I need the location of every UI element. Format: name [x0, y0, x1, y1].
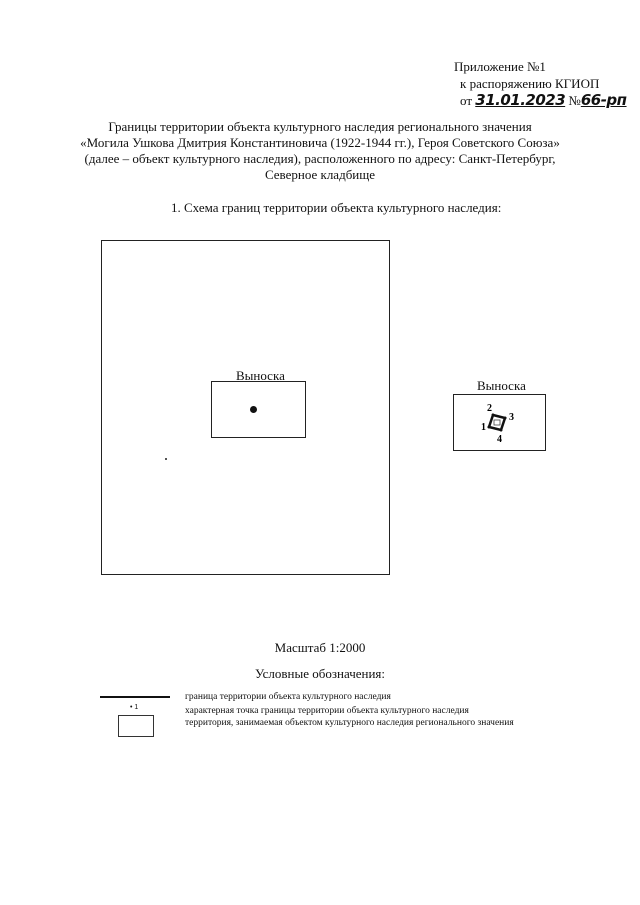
legend-item-territory: территория, занимаемая объектом культурного наследия регионального значения: [185, 718, 514, 728]
detail-callout-label: Выноска: [477, 378, 526, 393]
boundary-point-4-label: 4: [497, 434, 502, 445]
document-title: [40, 119, 600, 183]
boundary-point-2-label: 2: [487, 403, 492, 414]
boundary-point-3-marker: [504, 417, 507, 420]
boundary-point-1-label: 1: [481, 422, 486, 433]
annex-line-2: к распоряжению КГИОП: [460, 76, 600, 91]
date-prefix: от: [460, 93, 473, 108]
map-callout-box: [211, 381, 306, 438]
title-line-3: (далее – объект культурного наследия), расположенного по адресу: Санкт-Петербург,: [84, 151, 556, 166]
legend-point-symbol: • 1: [130, 704, 139, 711]
legend-item-point: характерная точка границы территории объекта культурного наследия: [185, 706, 469, 716]
title-line-1: Границы территории объекта культурного наследия регионального значения: [108, 119, 532, 134]
handwritten-number: 66-рп: [580, 91, 627, 109]
legend-rect-symbol: [118, 715, 154, 737]
legend-line-symbol: [100, 696, 170, 698]
legend-item-boundary: граница территории объекта культурного наследия: [185, 692, 391, 702]
boundary-point-4-marker: [500, 429, 503, 432]
monument-footprint: [494, 420, 500, 425]
annex-line-1: Приложение №1: [454, 59, 546, 74]
legend-title: Условные обозначения:: [254, 666, 386, 681]
section-heading: 1. Схема границ территории объекта культурного наследия:: [171, 200, 502, 215]
map-speck: [165, 458, 167, 460]
number-prefix: №: [568, 93, 581, 108]
map-callout-label: Выноска: [236, 368, 285, 383]
title-line-4: Северное кладбище: [264, 167, 376, 182]
boundary-point-3-label: 3: [509, 412, 514, 423]
title-line-2: «Могила Ушкова Дмитрия Константиновича (1922-1944 гг.), Героя Советского Союза»: [80, 135, 560, 150]
map-scale: Масштаб 1:2000: [274, 640, 366, 655]
object-location-marker: [250, 406, 257, 413]
boundary-point-1-marker: [488, 426, 491, 429]
annex-header: [446, 58, 627, 109]
annex-date-line: [446, 92, 627, 109]
boundary-polygon: [489, 415, 505, 430]
handwritten-date: 31.01.2023: [475, 91, 566, 109]
boundary-polygon-diagram: [453, 394, 546, 451]
